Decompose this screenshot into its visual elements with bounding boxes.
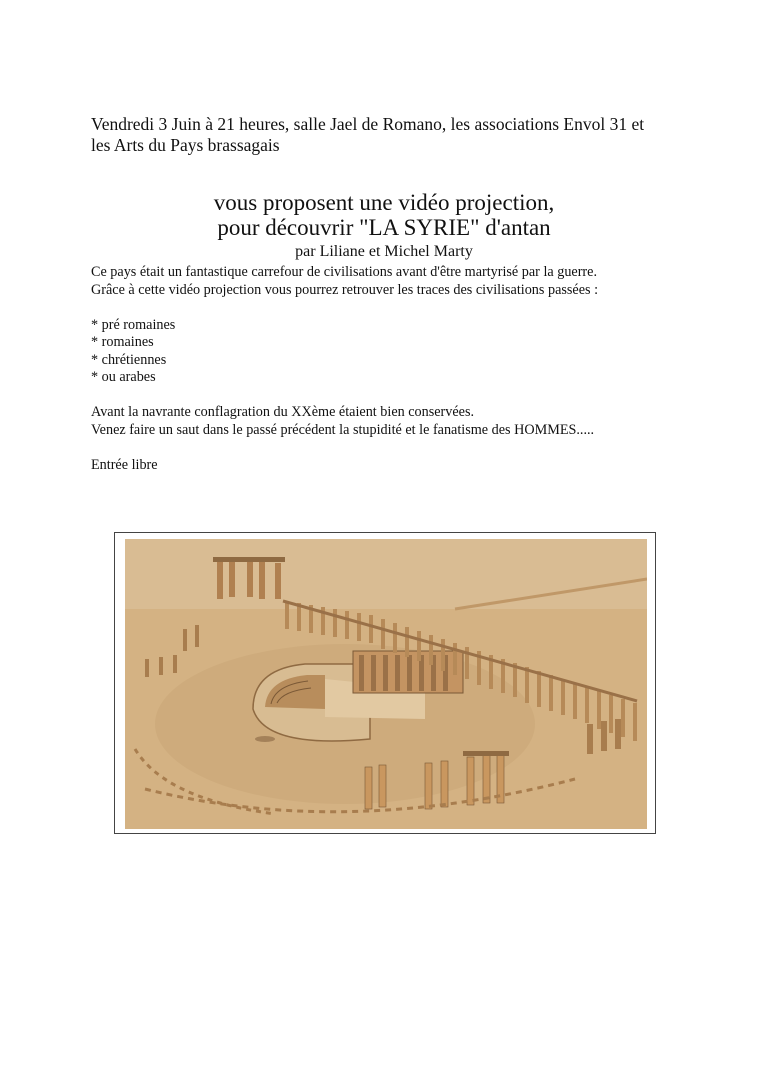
- description-line-2: Grâce à cette vidéo projection vous pourrez retrouver les traces des civilisations passées :: [91, 281, 599, 298]
- list-item: * pré romaines: [91, 316, 176, 333]
- palmyra-ruins-photo: [114, 532, 656, 834]
- civilisations-list: [91, 317, 691, 387]
- event-intro: [91, 114, 691, 156]
- entry-info: Entrée libre: [91, 456, 158, 473]
- closing-line-1: Avant la navrante conflagration du XXème étaient bien conservées.: [91, 404, 475, 420]
- intro-line-1: Vendredi 3 Juin à 21 heures, salle Jael de Romano, les associations Envol 31 et: [91, 114, 645, 134]
- headline-line-1: vous proposent une vidéo projection,: [213, 190, 555, 215]
- headline-line-2: pour découvrir "LA SYRIE" d'antan: [217, 215, 551, 240]
- list-item: * ou arabes: [91, 369, 156, 385]
- byline: par Liliane et Michel Marty: [295, 243, 473, 260]
- description-block: [91, 264, 691, 474]
- intro-line-2: les Arts du Pays brassagais: [91, 135, 280, 155]
- ruins-illustration: [125, 539, 647, 829]
- list-item: * romaines: [91, 334, 154, 350]
- spacer: [91, 439, 691, 457]
- spacer: [91, 387, 691, 405]
- description-line-1: Ce pays était un fantastique carrefour de civilisations avant d'être martyrisé par la guerre.: [91, 264, 598, 280]
- closing-line-2: Venez faire un saut dans le passé précédent la stupidité et le fanatisme des HOMMES.....: [91, 421, 595, 438]
- list-item: * chrétiennes: [91, 351, 167, 368]
- spacer: [91, 299, 691, 317]
